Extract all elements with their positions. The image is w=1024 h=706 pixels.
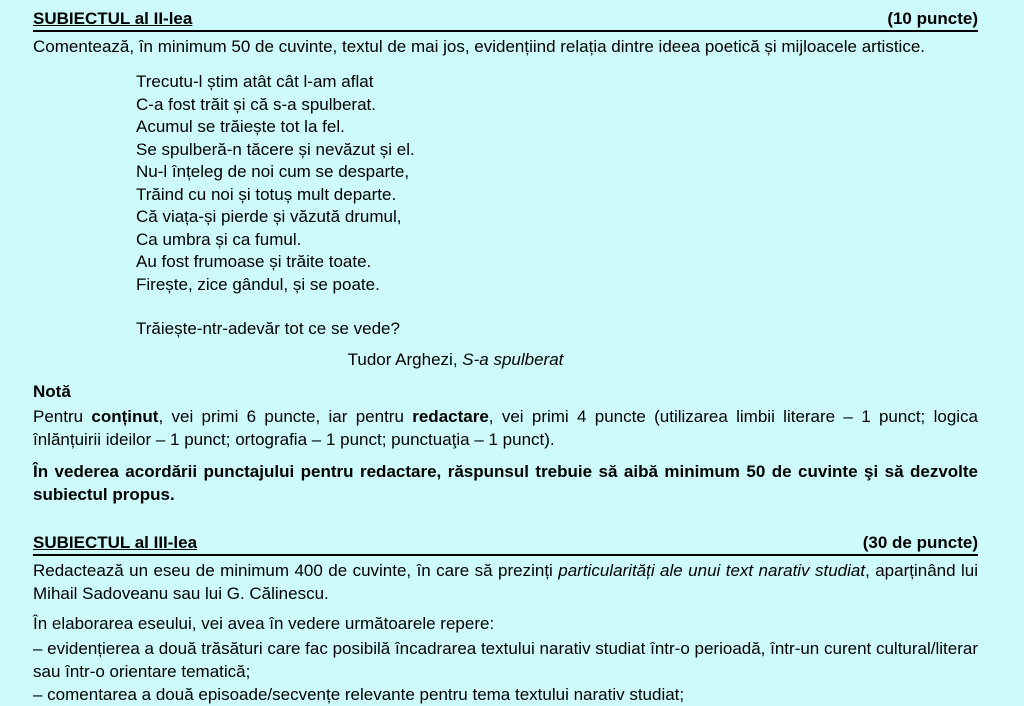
- note-bold-continut: conținut: [91, 406, 159, 426]
- poem-line: Acumul se trăiește tot la fel.: [136, 117, 345, 136]
- subject-3-prompt: [33, 559, 978, 605]
- poem-line: C-a fost trăit și că s-a spulberat.: [136, 94, 376, 114]
- bullet-item-clipped: – comentarea a două episoade/secvențe relevante pentru tema textului narativ studiat;: [33, 684, 685, 704]
- poem-line: Trecutu-l știm atât cât l-am aflat: [136, 72, 374, 91]
- poem: [136, 71, 978, 341]
- subject-2-header: [33, 8, 978, 32]
- note-text: Pentru: [33, 406, 92, 426]
- subject-2-title: SUBIECTUL al II-lea: [33, 9, 193, 28]
- subject-3-bullets: [33, 637, 978, 706]
- note-bold-redactare: redactare: [412, 406, 489, 426]
- poem-line: Se spulberă-n tăcere și nevăzut și el.: [136, 139, 415, 159]
- poem-line: Firește, zice gândul, și se poate.: [136, 274, 380, 294]
- subject-2-prompt: Comentează, în minimum 50 de cuvinte, textul de mai jos, evidențiind relația dintre ideea poetică și mijloacele artistice.: [33, 37, 926, 56]
- subject-3-prompt-text: Redactează un eseu de minimum 400 de cuvinte, în care să prezinți: [33, 560, 559, 580]
- poem-line: Ca umbra și ca fumul.: [136, 229, 302, 249]
- poem-line: Au fost frumoase și trăite toate.: [136, 252, 372, 271]
- note-paragraph: [33, 405, 978, 451]
- subject-3-title: SUBIECTUL al III-lea: [33, 532, 198, 552]
- poem-final-line: Trăiește-ntr-adevăr tot ce se vede?: [136, 319, 400, 338]
- subject-3-prompt-text: , aparținând lui Mihail Sadoveanu sau lui G. Călinescu.: [33, 560, 978, 603]
- subject-3-points: (30 de puncte): [862, 532, 978, 552]
- note-text: , vei primi 4 puncte (utilizarea limbii literare – 1 punct; logica înlănțuirii ideilor – 1 punct; ortografia – 1 punct; punctuaţia – 1 punct).: [33, 406, 978, 449]
- subject-2-points: (10 puncte): [887, 9, 978, 28]
- poem-attribution: [33, 348, 978, 371]
- poem-author: Tudor Arghezi,: [347, 349, 463, 369]
- subject-3-intro: În elaborarea eseului, vei avea în vedere următoarele repere:: [33, 613, 495, 633]
- emphasis-paragraph: În vederea acordării punctajului pentru redactare, răspunsul trebuie să aibă minimum 50 de cuvinte şi să dezvolte subiectul propus.: [33, 461, 978, 504]
- subject-3-prompt-italic: particularități ale unui text narativ studiat: [558, 560, 866, 580]
- note-text: , vei primi 6 puncte, iar pentru: [158, 406, 413, 426]
- poem-work-title: S-a spulberat: [462, 349, 564, 369]
- subject-3-header: [33, 532, 978, 556]
- poem-line: Nu-l înțeleg de noi cum se desparte,: [136, 162, 410, 181]
- note-heading: Notă: [33, 381, 71, 401]
- poem-line: Trăind cu noi și totuș mult departe.: [136, 184, 397, 204]
- poem-line: Că viața-și pierde și văzută drumul,: [136, 207, 402, 226]
- bullet-item: – evidențierea a două trăsături care fac posibilă încadrarea textului narativ studiat într-o perioadă, într-un curent cultural/literar sau într-o orientare tematică;: [33, 638, 978, 681]
